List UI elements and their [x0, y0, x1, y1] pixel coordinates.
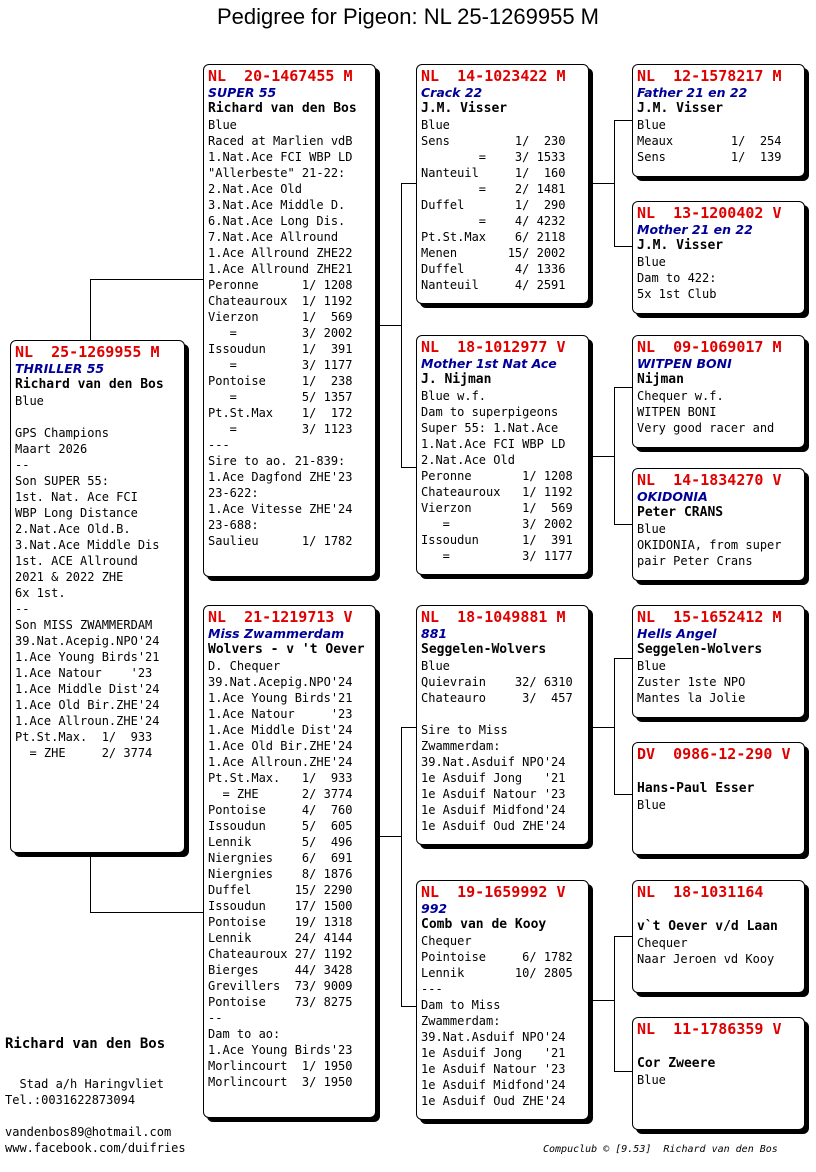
pigeon-name: Mother 1st Nat Ace	[421, 356, 557, 371]
connector	[376, 325, 402, 326]
info-line: 1.Ace Allroun.ZHE'24	[208, 755, 353, 769]
info-line: 1.Ace Vitesse ZHE'24	[208, 502, 353, 516]
info-line: Lennik 10/ 2805	[421, 966, 573, 980]
info-line: Meaux 1/ 254	[637, 134, 782, 148]
info-line: 1.Ace Young Birds'23	[208, 1043, 353, 1057]
ring-number: NL 18-1049881 M	[421, 608, 566, 626]
info-line: Blue	[637, 659, 666, 673]
info-line: 1st. ACE Allround	[15, 554, 138, 568]
connector	[90, 912, 204, 913]
info-line: ---	[208, 438, 230, 452]
info-line: Pt.St.Max 6/ 2118	[421, 230, 566, 244]
info-line: pair Peter Crans	[637, 554, 753, 568]
info-line: 1.Ace Dagfond ZHE'23	[208, 470, 353, 484]
info-line: 39.Nat.Asduif NPO'24	[421, 1030, 566, 1044]
ring-number: NL 25-1269955 M	[15, 343, 160, 361]
breeder-name: J. Nijman	[421, 372, 492, 387]
ring-number: NL 13-1200402 V	[637, 204, 782, 222]
info-line: D. Chequer	[208, 659, 281, 673]
info-line: Nanteuil 4/ 2591	[421, 278, 566, 292]
info-line: Lennik 24/ 4144	[208, 931, 353, 945]
info-line: Blue	[208, 118, 237, 132]
info-line: Raced at Marlien vdB	[208, 134, 353, 148]
info-line: = ZHE 2/ 3774	[15, 746, 153, 760]
pedigree-card-sire	[203, 64, 376, 577]
connector	[614, 524, 632, 525]
info-line: 6x 1st.	[15, 586, 66, 600]
pedigree-card-dam	[203, 605, 376, 1118]
info-line: = 3/ 2002	[421, 517, 573, 531]
breeder-name: Cor Zweere	[637, 1056, 716, 1071]
info-line: 6.Nat.Ace Long Dis.	[208, 214, 346, 228]
info-line: --	[15, 602, 30, 616]
info-line: Zwammerdam:	[421, 1014, 501, 1028]
info-line: Pontoise 4/ 760	[208, 803, 353, 817]
info-line: Niergnies 6/ 691	[208, 851, 353, 865]
info-line: = 3/ 1533	[421, 150, 566, 164]
info-line: Maart 2026	[15, 442, 88, 456]
info-line: Son SUPER 55:	[15, 474, 109, 488]
info-line: Blue	[15, 394, 44, 408]
info-line: Blue	[637, 1073, 666, 1087]
connector	[376, 836, 402, 837]
ring-number: NL 21-1219713 V	[208, 608, 353, 626]
ring-number: NL 11-1786359 V	[637, 1020, 782, 1038]
info-line: GPS Champions	[15, 426, 109, 440]
info-line: 1.Nat.Ace FCI WBP LD	[208, 150, 353, 164]
info-line: Lennik 5/ 496	[208, 835, 353, 849]
info-line: Niergnies 8/ 1876	[208, 867, 353, 881]
info-line: Pontoise 1/ 238	[208, 374, 353, 388]
info-line: 39.Nat.Asduif NPO'24	[421, 755, 566, 769]
pedigree-card-dsd	[632, 742, 805, 855]
pigeon-name: 992	[421, 901, 448, 916]
pedigree-card-dds	[632, 880, 805, 993]
owner-web: www.facebook.com/duifries	[5, 1141, 186, 1155]
info-line: Morlincourt 1/ 1950	[208, 1059, 353, 1073]
pedigree-card-ss	[416, 64, 589, 304]
info-line: Dam to superpigeons	[421, 405, 559, 419]
info-line: Chequer	[421, 934, 472, 948]
info-line: 1e Asduif Midfond'24	[421, 803, 566, 817]
info-line: Chateauroux 27/ 1192	[208, 947, 353, 961]
footer-credit: Compuclub © [9.53] Richard van den Bos	[543, 1144, 778, 1155]
info-line: Blue	[637, 522, 666, 536]
ring-number: NL 12-1578217 M	[637, 67, 782, 85]
info-line: 39.Nat.Acepig.NPO'24	[208, 675, 353, 689]
pedigree-card-sd	[416, 335, 589, 575]
info-line: WBP Long Distance	[15, 506, 138, 520]
info-line: "Allerbeste" 21-22:	[208, 166, 346, 180]
info-line: Dam to Miss	[421, 998, 501, 1012]
info-line: 23-688:	[208, 518, 259, 532]
info-line: Vierzon 1/ 569	[421, 501, 573, 515]
info-line: = 3/ 1177	[208, 358, 353, 372]
info-line: Sens 1/ 139	[637, 150, 782, 164]
pedigree-card-sds	[632, 335, 805, 448]
breeder-name: Richard van den Bos	[15, 377, 164, 392]
info-line: Bierges 44/ 3428	[208, 963, 353, 977]
info-line: Grevillers 73/ 9009	[208, 979, 353, 993]
info-line: Saulieu 1/ 1782	[208, 534, 353, 548]
info-line: 1e Asduif Natour '23	[421, 787, 566, 801]
connector	[589, 456, 615, 457]
info-line: Vierzon 1/ 569	[208, 310, 353, 324]
info-line: 1.Ace Young Birds'21	[15, 650, 160, 664]
info-line: Menen 15/ 2002	[421, 246, 566, 260]
info-line: 1st. Nat. Ace FCI	[15, 490, 138, 504]
info-line: 5x 1st Club	[637, 287, 717, 301]
pedigree-card-dss	[632, 605, 805, 718]
ring-number: NL 15-1652412 M	[637, 608, 782, 626]
info-line: Very good racer and	[637, 421, 775, 435]
info-line: Pt.St.Max. 1/ 933	[208, 771, 353, 785]
info-line: Chequer w.f.	[637, 389, 724, 403]
pedigree-card-sdd	[632, 468, 805, 581]
pigeon-name: Mother 21 en 22	[637, 222, 753, 237]
info-line: 1.Ace Old Bir.ZHE'24	[208, 739, 353, 753]
info-line: Zuster 1ste NPO	[637, 675, 746, 689]
info-line: Blue w.f.	[421, 389, 487, 403]
pedigree-card-ddd	[632, 1017, 805, 1130]
connector	[614, 120, 632, 121]
info-line: WITPEN BONI	[637, 405, 717, 419]
info-line: Pontoise 19/ 1318	[208, 915, 353, 929]
info-line: Dam to 422:	[637, 271, 717, 285]
info-line: Super 55: 1.Nat.Ace	[421, 421, 559, 435]
connector	[589, 183, 615, 184]
breeder-name: J.M. Visser	[637, 238, 724, 253]
info-line: Peronne 1/ 1208	[208, 278, 353, 292]
connector	[401, 467, 417, 468]
info-line: = 3/ 1123	[208, 422, 353, 436]
info-line: 1e Asduif Natour '23	[421, 1062, 566, 1076]
info-line: = 4/ 4232	[421, 214, 566, 228]
info-line: Sens 1/ 230	[421, 134, 566, 148]
connector	[614, 1071, 632, 1072]
connector	[614, 120, 615, 246]
connector	[401, 727, 402, 1006]
info-line: 1.Ace Allroun.ZHE'24	[15, 714, 160, 728]
spacer	[637, 901, 800, 918]
info-line: 1.Nat.Ace FCI WBP LD	[421, 437, 566, 451]
breeder-name: Seggelen-Wolvers	[637, 642, 763, 657]
info-line: 3.Nat.Ace Middle Dis	[15, 538, 160, 552]
info-line: 1.Ace Natour '23	[15, 666, 153, 680]
pigeon-name: Crack 22	[421, 85, 483, 100]
info-line: 2.Nat.Ace Old	[208, 182, 302, 196]
connector	[401, 727, 417, 728]
info-line: = 3/ 1177	[421, 549, 573, 563]
ring-number: NL 14-1834270 V	[637, 471, 782, 489]
info-line: Issoudun 17/ 1500	[208, 899, 353, 913]
pedigree-card-ssd	[632, 201, 805, 314]
info-line: = ZHE 2/ 3774	[208, 787, 353, 801]
pigeon-name: Miss Zwammerdam	[208, 626, 345, 641]
info-line: 1.Ace Natour '23	[208, 707, 353, 721]
info-line: ---	[421, 982, 443, 996]
info-line: Blue	[637, 798, 666, 812]
ring-number: NL 14-1023422 M	[421, 67, 566, 85]
breeder-name: Comb van de Kooy	[421, 917, 547, 932]
connector	[614, 794, 632, 795]
info-line: Pointoise 6/ 1782	[421, 950, 573, 964]
info-line: Issoudun 1/ 391	[208, 342, 353, 356]
connector	[614, 658, 615, 794]
connector	[90, 279, 91, 341]
info-line: = 2/ 1481	[421, 182, 566, 196]
ring-number: NL 20-1467455 M	[208, 67, 353, 85]
info-line: 2.Nat.Ace Old	[421, 453, 515, 467]
info-line: Dam to ao:	[208, 1027, 281, 1041]
connector	[614, 387, 632, 388]
breeder-name: v`t Oever v/d Laan	[637, 919, 778, 934]
connector	[90, 856, 91, 912]
ring-number: DV 0986-12-290 V	[637, 745, 791, 763]
info-line: Chateauroux 1/ 1192	[208, 294, 353, 308]
pigeon-name: Hells Angel	[637, 626, 717, 641]
pedigree-card-sss	[632, 64, 805, 177]
info-line: Pt.St.Max 1/ 172	[208, 406, 353, 420]
info-line: Morlincourt 3/ 1950	[208, 1075, 353, 1089]
info-line: Zwammerdam:	[421, 739, 501, 753]
info-line: Duffel 15/ 2290	[208, 883, 353, 897]
owner-phone: Tel.:0031622873094	[5, 1093, 136, 1107]
info-line: Blue	[421, 659, 450, 673]
spacer	[637, 763, 800, 780]
connector	[401, 1006, 417, 1007]
breeder-name: Peter CRANS	[637, 505, 724, 520]
info-line	[15, 409, 180, 425]
pigeon-name: SUPER 55	[208, 85, 277, 100]
pigeon-name: THRILLER 55	[15, 361, 105, 376]
info-line: Nanteuil 1/ 160	[421, 166, 566, 180]
breeder-name: Nijman	[637, 372, 684, 387]
info-line: 1.Ace Middle Dist'24	[15, 682, 160, 696]
info-line: = 5/ 1357	[208, 390, 353, 404]
info-line: Duffel 1/ 290	[421, 198, 566, 212]
info-line: Mantes la Jolie	[637, 691, 746, 705]
info-line: Blue	[421, 118, 450, 132]
ring-number: NL 18-1012977 V	[421, 338, 566, 356]
info-line: OKIDONIA, from super	[637, 538, 782, 552]
info-line: 1.Ace Old Bir.ZHE'24	[15, 698, 160, 712]
info-line: Naar Jeroen vd Kooy	[637, 952, 775, 966]
info-line	[421, 706, 584, 722]
pigeon-name: OKIDONIA	[637, 489, 708, 504]
info-line: 1.Ace Allround ZHE22	[208, 246, 353, 260]
pedigree-card-dd	[416, 880, 589, 1120]
info-line: 23-622:	[208, 486, 259, 500]
breeder-name: Wolvers - v 't Oever	[208, 642, 365, 657]
info-line: = 3/ 2002	[208, 326, 353, 340]
info-line: Issoudun 1/ 391	[421, 533, 573, 547]
info-line: Blue	[637, 118, 666, 132]
connector	[614, 246, 632, 247]
info-line: Sire to Miss	[421, 723, 508, 737]
info-line: 1.Ace Middle Dist'24	[208, 723, 353, 737]
breeder-name: Richard van den Bos	[208, 101, 357, 116]
info-line: --	[15, 458, 30, 472]
connector	[614, 387, 615, 524]
info-line: 7.Nat.Ace Allround	[208, 230, 339, 244]
info-line: Sire to ao. 21-839:	[208, 454, 346, 468]
breeder-name: Seggelen-Wolvers	[421, 642, 547, 657]
info-line: Duffel 4/ 1336	[421, 262, 566, 276]
pigeon-name: WITPEN BONI	[637, 356, 732, 371]
info-line: Chequer	[637, 936, 688, 950]
info-line: 1e Asduif Midfond'24	[421, 1078, 566, 1092]
pedigree-card-ds	[416, 605, 589, 845]
info-line: 1e Asduif Jong '21	[421, 771, 566, 785]
owner-address: Stad a/h Haringvliet	[5, 1077, 164, 1091]
info-line: 3.Nat.Ace Middle D.	[208, 198, 346, 212]
info-line: Pt.St.Max. 1/ 933	[15, 730, 153, 744]
connector	[589, 727, 615, 728]
info-line: Chateauroux 1/ 1192	[421, 485, 573, 499]
info-line: Son MISS ZWAMMERDAM	[15, 618, 153, 632]
info-line: --	[208, 1011, 223, 1025]
info-line: 1e Asduif Jong '21	[421, 1046, 566, 1060]
info-line: 1e Asduif Oud ZHE'24	[421, 1094, 566, 1108]
ring-number: NL 19-1659992 V	[421, 883, 566, 901]
breeder-name: J.M. Visser	[637, 101, 724, 116]
connector	[401, 183, 417, 184]
connector	[90, 279, 204, 280]
info-line: 2.Nat.Ace Old.B.	[15, 522, 131, 536]
info-line: 39.Nat.Acepig.NPO'24	[15, 634, 160, 648]
connector	[401, 183, 402, 467]
page-title: Pedigree for Pigeon: NL 25-1269955 M	[217, 4, 599, 29]
connector	[589, 1000, 615, 1001]
pedigree-card-subject	[10, 340, 185, 853]
connector	[614, 936, 632, 937]
info-line: 2021 & 2022 ZHE	[15, 570, 124, 584]
connector	[614, 658, 632, 659]
info-line: Quievrain 32/ 6310	[421, 675, 573, 689]
info-line: Issoudun 5/ 605	[208, 819, 353, 833]
ring-number: NL 09-1069017 M	[637, 338, 782, 356]
info-line: 1e Asduif Oud ZHE'24	[421, 819, 566, 833]
ring-number: NL 18-1031164	[637, 883, 764, 901]
connector	[614, 936, 615, 1071]
info-line: 1.Ace Young Birds'21	[208, 691, 353, 705]
info-line: Peronne 1/ 1208	[421, 469, 573, 483]
info-line: Pontoise 73/ 8275	[208, 995, 353, 1009]
breeder-name: J.M. Visser	[421, 101, 508, 116]
info-line: 1.Ace Allround ZHE21	[208, 262, 353, 276]
pigeon-name: 881	[421, 626, 448, 641]
owner-email: vandenbos89@hotmail.com	[5, 1125, 172, 1139]
spacer	[637, 1038, 800, 1055]
info-line: Chateauro 3/ 457	[421, 691, 573, 705]
breeder-name: Hans-Paul Esser	[637, 781, 755, 796]
pigeon-name: Father 21 en 22	[637, 85, 748, 100]
info-line: Blue	[637, 255, 666, 269]
owner-name: Richard van den Bos	[5, 1036, 166, 1052]
